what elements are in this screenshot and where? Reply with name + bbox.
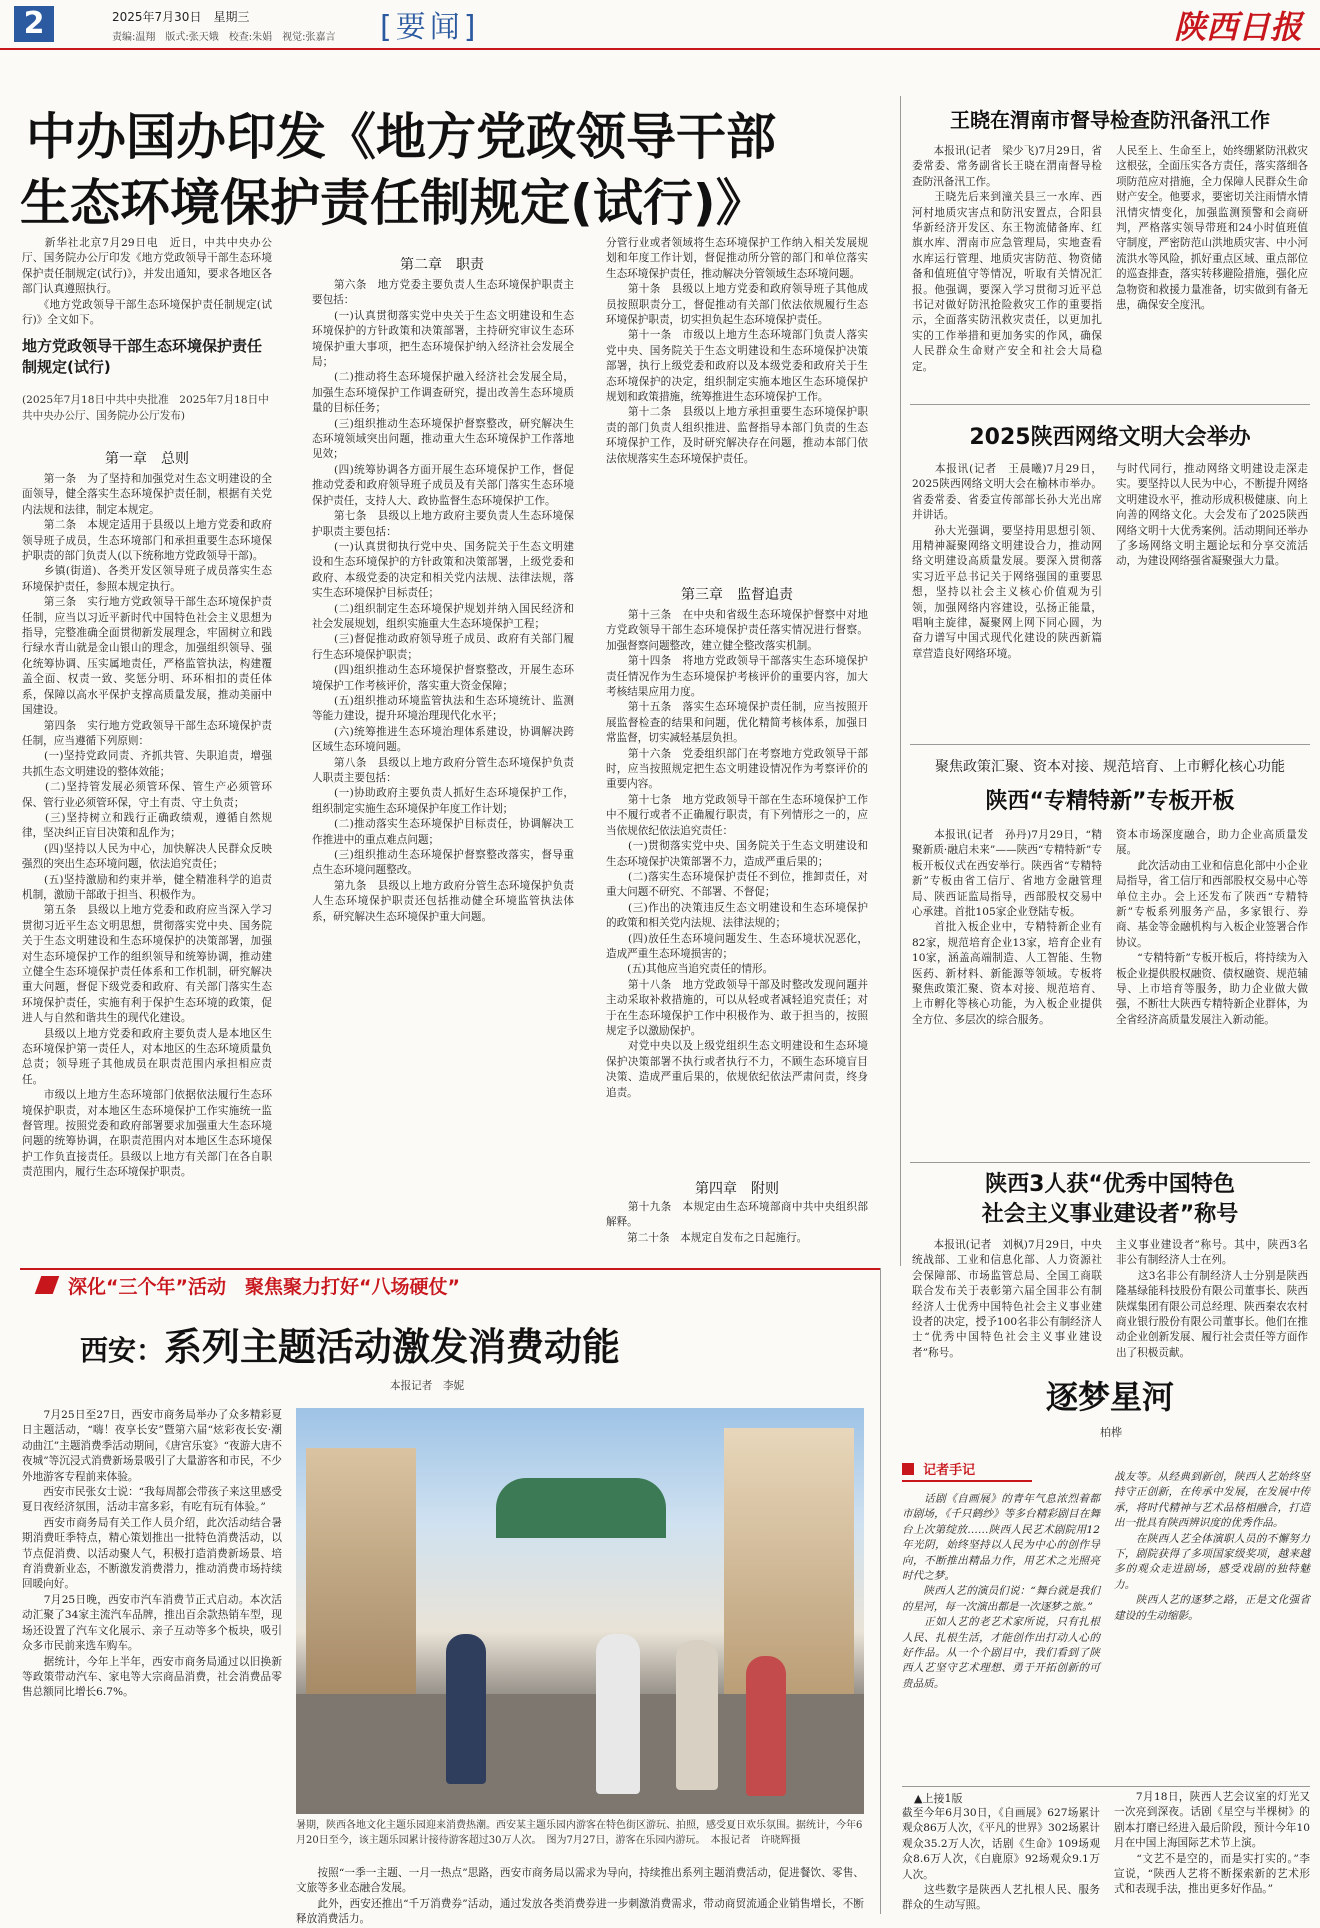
lead-doc-note: (2025年7月18日中共中央批准 2025年7月18日中共中央办公厅、国务院办公厅发布) <box>22 394 269 422</box>
flood-column-1: 本报讯(记者 梁少飞)7月29日，省委常委、常务副省长王晓在渭南督导检查防汛备汛工作。 王晓先后来到潼关县三一水库、西河村地质灾害点和防汛安置点，合阳县华新经济开发区、东王物流储备库、红旗水库、渭南市应急管理局，实地查看水库运行管理、地质灾害防范、物资储备和值班值守等情况，听取有关情况汇报。他强调，要深入学习贯彻习近平总书记对做好防汛抢险救灾工作的重要指示，全面落实防汛救灾责任，以更加扎实的工作举措和更加务实的作风，确保人民群众生命财产安全和社会大局稳定。 <box>912 145 1102 373</box>
dream-column-2: 战友等。从经典到新创，陕西人艺始终坚持守正创新，在传承中发展，在发展中传承，将时代精神与艺术品格相融合，打造出一批具有陕西辨识度的优秀作品。 在陕西人艺全体演职人员的不懈努力下，剧院获得了多项国家级奖项，越来越多的观众走进剧场，感受戏剧的独特魅力。 陕西人艺的逐梦之路，正是文化强省建设的生动缩影。 <box>1114 1471 1310 1622</box>
awards-title-line1: 陕西3人获“优秀中国特色 <box>985 1172 1235 1197</box>
xian-title <box>80 1316 840 1371</box>
awards-column-2: 主义事业建设者”称号。其中，陕西3名非公有制经济人士在列。 这3名非公有制经济人士分别是陕西隆基绿能科技股份有限公司董事长、陕西陕煤集团有限公司总经理、陕西秦农农村商业银行股份有限公司董事长。他们在推动企业创新发展、履行社会责任等方面作出了积极贡献。 <box>1116 1239 1308 1359</box>
specialized-kicker: 聚焦政策汇聚、资本对接、规范培育、上市孵化核心功能 <box>935 759 1285 775</box>
lead-title <box>20 104 900 236</box>
xian-banner <box>20 1268 880 1300</box>
lead-divider-v <box>900 96 901 1266</box>
specialized-title: 陕西“专精特新”专板开板 <box>985 789 1235 814</box>
section-name: 要闻 <box>395 10 464 45</box>
xian-title-main: 系列主题活动激发消费动能 <box>164 1325 621 1369</box>
dream-author: 柏桦 <box>1100 1426 1122 1439</box>
lead-column-1: 第一条 为了坚持和加强党对生态文明建设的全面领导，健全落实生态环境保护责任制，根据有关党内法规和法律，制定本规定。 第二条 本规定适用于县级以上地方党委和政府领导班子成员，生态环境部门和承担重要生态环境保护职责的部门负责人(以下统称地方党政领导干部)。 乡镇(街道)、各类开发区领导班子成员落实生态环境保护责任，参照本规定执行。 第三条 实行地方党政领导干部生态环境保护责任制，应当以习近平新时代中国特色社会主义思想为指导，完整准确全面贯彻新发展理念，牢固树立和践行绿水青山就是金山银山的理念，加强组织领导、强化统筹协调、压实属地责任，严格监管执法，构建覆盖全面、权责一致、奖惩分明、环环相扣的责任体系，保障以高水平保护支撑高质量发展，推动美丽中国建设。 第四条 实行地方党政领导干部生态环境保护责任制，应当遵循下列原则： (一)坚持党政同责、齐抓共管、失职追责，增强共抓生态文明建设的整体效能； (二)坚持管发展必须管环保、管生产必须管环保、管行业必须管环保，守土有责、守土负责； (三)坚持树立和践行正确政绩观，遵循自然规律，坚决纠正盲目决策和乱作为； (四)坚持以人民为中心，加快解决人民群众反映强烈的突出生态环境问题，依法追究责任； (五)坚持激励和约束并举，健全精准科学的追责机制，激励干部敢于担当、积极作为。 第五条 县级以上地方党委和政府应当深入学习贯彻习近平生态文明思想，贯彻落实党中央、国务院关于生态文明建设和生态环境保护的决策部署，加强对生态环境保护工作的组织领导和统筹协调，推动建立健全生态环境保护责任体系和工作机制，研究解决重大问题，督促下级党委和政府、有关部门落实生态环境保护责任，实施有利于保护生态环境的政策，促进人与自然和谐共生的现代化建设。 县级以上地方党委和政府主要负责人是本地区生态环境保护第一责任人，对本地区的生态环境质量负总责；领导班子其他成员在职责范围内承担相应责任。 市级以上地方生态环境部门依据依法履行生态环境保护职责，对本地区生态环境保护工作实施统一监督管理。按照党委和政府部署要求加强重大生态环境问题的统筹协调，在职责范围内对本地区生态环境保护工作负直接责任。县级以上地方有关部门在各自职责范围内，履行生态环境保护职责。 <box>22 473 272 1179</box>
editor-line: 责编:温翔 版式:张天娥 校查:朱娟 视觉:张嘉言 <box>112 32 336 43</box>
photo-sign <box>496 1478 666 1538</box>
xian-banner-text: 深化“三个年”活动 聚焦聚力打好“八场硬仗” <box>68 1276 460 1298</box>
chapter3-heading: 第三章 监督追责 <box>681 587 793 603</box>
section-title: [要闻] <box>380 10 480 45</box>
page-number: 2 <box>23 6 45 41</box>
awards-title <box>910 1170 1310 1230</box>
chapter2-heading: 第二章 职责 <box>400 257 484 273</box>
lead-title-line1: 中办国办印发《地方党政领导干部 <box>26 108 776 166</box>
flood-divider <box>910 404 1310 405</box>
internet-title: 2025陕西网络文明大会举办 <box>969 425 1251 450</box>
photo-person-4 <box>746 1656 786 1796</box>
awards-column-1: 本报讯(记者 刘枫)7月29日，中央统战部、工业和信息化部、人力资源社会保障部、市场监管总局、全国工商联联合发布关于表彰第六届全国非公有制经济人士优秀中国特色社会主义事业建设者的决定，授予100名非公有制经济人士“优秀中国特色社会主义事业建设者”称号。 <box>912 1239 1102 1359</box>
page-number-badge <box>14 6 54 42</box>
awards-title-line2: 社会主义事业建设者”称号 <box>981 1202 1239 1227</box>
dream-label-icon <box>902 1463 914 1475</box>
dream-label-text: 记者手记 <box>923 1463 976 1478</box>
specialized-column-1: 本报讯(记者 孙丹)7月29日，“精聚新质·融启未来”——陕西“专精特新”专板开板仪式在西安举行。陕西省“专精特新”专板由省工信厅、省地方金融管理局、陕西证监局指导，西部股权交易中心承建。首批105家企业登陆专板。 首批入板企业中，专精特新企业有82家，规范培育企业13家，培育企业有10家，涵盖高端制造、人工智能、生物医药、新材料、新能源等领域。专板将聚焦政策汇聚、资本对接、规范培育、上市孵化等核心功能，为入板企业提供全方位、多层次的综合服务。 <box>912 829 1102 1026</box>
specialized-divider <box>910 1162 1310 1163</box>
bottom-divider-v <box>880 1268 881 1914</box>
internet-column-1: 本报讯(记者 王晨曦)7月29日，2025陕西网络文明大会在榆林市举办。省委常委、省委宣传部部长孙大光出席并讲话。 孙大光强调，要坚持用思想引领、用精神凝聚网络文明建设合力，推动网络文明建设高质量发展。要深入贯彻落实习近平总书记关于网络强国的重要思想，坚持以社会主义核心价值观为引领，加强网络内容建设，弘扬正能量，唱响主旋律，凝聚网上网下同心圆，为奋力谱写中国式现代化建设的陕西新篇章营造良好网络环境。 <box>912 463 1102 660</box>
flood-title: 王晓在渭南市督导检查防汛备汛工作 <box>950 108 1270 132</box>
lead-column-3c: 第十九条 本规定由生态环境部商中共中央组织部解释。 第二十条 本规定自发布之日起施行。 <box>606 1201 868 1244</box>
photo-castle-left <box>306 1448 416 1708</box>
lead-column-3b: 第十三条 在中央和省级生态环境保护督察中对地方党政领导干部生态环境保护责任落实情况进行督察。加强督察问题整改，建立健全整改落实机制。 第十四条 将地方党政领导干部落实生态环境保护责任情况作为生态环境保护考核评价的重要内容，加大考核结果应用力度。 第十五条 落实生态环境保护责任制，应当按照开展监督检查的结果和问题，优化精简考核体系，加强日常监督，切实减轻基层负担。 第十六条 党委组织部门在考察地方党政领导干部时，应当按照规定把生态文明建设情况作为考察评价的重要内容。 第十七条 地方党政领导干部在生态环境保护工作中不履行或者不正确履行职责，有下列情形之一的，应当依规依纪依法追究责任： (一)贯彻落实党中央、国务院关于生态文明建设和生态环境保护决策部署不力，造成严重后果的； (二)落实生态环境保护责任不到位，推卸责任，对重大问题不研究、不部署、不督促； (三)作出的决策违反生态文明建设和生态环境保护的政策和相关党内法规、法律法规的； (四)放任生态环境问题发生、生态环境状况恶化，造成严重生态环境损害的； (五)其他应当追究责任的情形。 第十八条 地方党政领导干部及时整改发现问题并主动采取补救措施的，可以从轻或者减轻追究责任；对于在生态环境保护工作中积极作为、敢于担当的，按照规定予以激励保护。 对党中央以及上级党组织生态文明建设和生态环境保护决策部署不执行或者执行不力，不顾生态环境盲目决策、造成严重后果的，依规依纪依法严肃问责，终身追责。 <box>606 609 868 1099</box>
date-line: 2025年7月30日 星期三 <box>112 10 250 24</box>
chapter1-heading: 第一章 总则 <box>105 451 189 467</box>
dream-column-1: 话剧《自画展》的青年气息浓烈着都市剧场，《千只鹤纱》等多台精彩剧目在舞台上次第绽放……陕西人民艺术剧院用12年光阴，始终坚持以人民为中心的创作导向，不断推出精品力作，用艺术之光照亮时代之梦。 陕西人艺的演员们说：“舞台就是我们的星河，每一次演出都是一次逐梦之旅。” 正如人艺的老艺术家所说，只有扎根人民、扎根生活，才能创作出打动人心的好作品。从一个个剧目中，我们看到了陕西人艺坚守艺术理想、勇于开拓创新的可贵品质。 <box>902 1493 1100 1690</box>
masthead-logo: 陕西日报 <box>1173 8 1302 46</box>
xian-title-prefix: 西安： <box>80 1334 165 1367</box>
dream-box-column-1: 截至今年6月30日，《自画展》627场累计观众86万人次，《平凡的世界》302场累计观众35.2万人次，话剧《生命》109场观众8.6万人次，《白鹿原》92场观众9.1万人次。 这些数字是陕西人艺扎根人民、服务群众的生动写照。 <box>902 1807 1100 1912</box>
photo-person-3 <box>676 1640 718 1790</box>
lead-doc-title: 地方党政领导干部生态环境保护责任制规定(试行) <box>22 337 263 376</box>
dream-box-column-2: 7月18日，陕西人艺会议室的灯光又一次亮到深夜。话剧《星空与半棵树》的剧本打磨已经进入最后阶段，预计今年10月在中国上海国际艺术节上演。 “文艺不是空的，而是实打实的。”李宣说，“陕西人艺将不断探索新的艺术形式和表现手法，推出更多好作品。” <box>1114 1791 1310 1896</box>
lead-column-2: 第六条 地方党委主要负责人生态环境保护职责主要包括： (一)认真贯彻落实党中央关于生态文明建设和生态环境保护的方针政策和决策部署，主持研究审议生态环境保护重大事项，把生态环境保护纳入经济社会发展全局； (二)推动将生态环境保护融入经济社会发展全局，加强生态环境保护工作调查研究，提出改善生态环境质量的目标任务； (三)组织推动生态环境保护督察整改，研究解决生态环境领域突出问题，推动重大生态环境保护工作落地见效； (四)统筹协调各方面开展生态环境保护工作，督促推动党委和政府领导班子成员及有关部门落实生态环境保护责任，支持人大、政协监督生态环境保护工作。 第七条 县级以上地方政府主要负责人生态环境保护职责主要包括： (一)认真贯彻执行党中央、国务院关于生态文明建设和生态环境保护的方针政策和决策部署，上级党委和政府、本级党委的决定和相关党内法规、法律法规，落实生态环境保护目标责任； (二)组织制定生态环境保护规划并纳入国民经济和社会发展规划，组织实施重大生态环境保护工程； (三)督促推动政府领导班子成员、政府有关部门履行生态环境保护职责； (四)组织推动生态环境保护督察整改，开展生态环境保护工作考核评价，落实重大资金保障； (五)组织推动环境监管执法和生态环境统计、监测等能力建设，提升环境治理现代化水平； (六)统筹推进生态环境治理体系建设，协调解决跨区域生态环境问题。 第八条 县级以上地方政府分管生态环境保护负责人职责主要包括： (一)协助政府主要负责人抓好生态环境保护工作，组织制定实施生态环境保护年度工作计划； (二)推动落实生态环境保护目标责任，协调解决工作推进中的重点难点问题； (三)组织推动生态环境保护督察整改落实，督导重点生态环境问题整改。 第九条 县级以上地方政府分管生态环境保护负责人生态环境保护职责还包括推动健全环境监管执法体系，研究解决生态环境保护重大问题。 <box>312 279 574 923</box>
photo-person-2 <box>596 1634 640 1794</box>
banner-ribbon-icon <box>35 1276 60 1294</box>
photo-castle-right <box>724 1428 854 1708</box>
dream-box-head: ▲上接1版 <box>914 1792 963 1805</box>
theme-park-photo <box>296 1408 864 1814</box>
photo-caption: 暑期，陕西各地文化主题乐园迎来消费热潮。西安某主题乐园内游客在特色街区游玩、拍照，感受夏日欢乐氛围。据统计，今年6月20日至今，该主题乐园累计接待游客超过30万人次。 图为7月27日，游客在乐园内游玩。 本报记者 许晓辉摄 <box>296 1820 863 1846</box>
lead-title-line2: 生态环境保护责任制规定(试行)》 <box>20 174 766 232</box>
internet-column-2: 与时代同行，推动网络文明建设走深走实。要坚持以人民为中心，不断提升网络文明建设水平，推动形成积极健康、向上向善的网络文化。大会发布了2025陕西网络文明十大优秀案例。活动期间还举办了多场网络文明主题论坛和分享交流活动，为建设网络强省凝聚强大力量。 <box>1116 463 1308 568</box>
specialized-column-2: 资本市场深度融合，助力企业高质量发展。 此次活动由工业和信息化部中小企业局指导，省工信厅和西部股权交易中心等单位主办。会上还发布了陕西“专精特新”专板系列服务产品，多家银行、券商、基金等金融机构与入板企业签署合作协议。 “专精特新”专板开板后，将持续为入板企业提供股权融资、债权融资、规范辅导、上市培育等服务，助力企业做大做强，不断壮大陕西专精特新企业群体，为全省经济高质量发展注入新动能。 <box>1116 829 1308 1026</box>
flood-column-2: 人民至上、生命至上，始终绷紧防汛救灾这根弦，全面压实各方责任，落实落细各项防范应对措施，全力保障人民群众生命财产安全。他要求，要密切关注雨情水情汛情灾情变化，加强监测预警和会商研判，严格落实领导带班和24小时值班值守制度，严密防范山洪地质灾害、中小河流洪水等风险，抓好重点区域、重点部位的巡查排查，落实转移避险措施，强化应急物资和救援力量准备，切实做到有备无患，确保安全度汛。 <box>1116 145 1308 312</box>
xian-column-3: 按照“一季一主题、一月一热点”思路，西安市商务局以需求为导向，持续推出系列主题消费活动，促进餐饮、零售、文旅等多业态融合发展。 此外，西安还推出“千万消费券”活动，通过发放各类消费券进一步刺激消费需求，带动商贸流通企业销售增长，不断释放消费活力。 <box>296 1867 864 1926</box>
dream-box-rule <box>902 1786 1310 1787</box>
xian-byline: 本报记者 李妮 <box>390 1380 465 1392</box>
chapter4-heading: 第四章 附则 <box>695 1181 779 1197</box>
lead-intro: 新华社北京7月29日电 近日，中共中央办公厅、国务院办公厅印发《地方党政领导干部生态环境保护责任制规定(试行)》，并发出通知，要求各地区各部门认真遵照执行。 《地方党政领导干部生态环境保护责任制规定(试行)》全文如下。 <box>22 237 272 327</box>
lead-column-3: 分管行业或者领域将生态环境保护工作纳入相关发展规划和年度工作计划，督促推动所分管的部门和单位落实生态环境保护责任，推动解决分管领域生态环境问题。 第十条 县级以上地方党委和政府领导班子其他成员按照职责分工，督促推动有关部门依法依规履行生态环境保护职责，切实担负起生态环境保护责任。 第十一条 市级以上地方生态环境部门负责人落实党中央、国务院关于生态文明建设和生态环境保护决策部署，执行上级党委和政府以及本级党委和政府关于生态环境保护的决定，组织制定实施本地区生态环境保护规划和政策措施，统筹推进生态环境保护工作。 第十二条 县级以上地方承担重要生态环境保护职责的部门负责人组织推进、监督指导本部门负责的生态环境保护工作，及时研究解决存在问题，推动本部门依法依规落实生态环境保护责任。 <box>606 237 868 465</box>
xian-column-1: 7月25日至27日，西安市商务局举办了众多精彩夏日主题活动，“嗨！夜享长安”暨第六届“炫彩夜长安·潮动曲江”主题消费季活动期间，《唐宫乐宴》“夜游大唐不夜城”等沉浸式消费新场景吸引了大量游客和市民，不少外地游客专程前来体验。 西安市民张女士说：“我每周都会带孩子来这里感受夏日夜经济氛围，活动丰富多彩，有吃有玩有体验。” 西安市商务局有关工作人员介绍，此次活动结合暑期消费旺季特点，精心策划推出一批特色消费活动，以节点促消费、以活动聚人气，积极打造消费新场景、培育消费新业态，不断激发消费潜力，推动消费市场持续回暖向好。 7月25日晚，西安市汽车消费节正式启动。本次活动汇聚了34家主流汽车品牌，推出百余款热销车型，现场还设置了汽车文化展示、亲子互动等多个板块，吸引众多市民前来选车购车。 据统计，今年上半年，西安市商务局通过以旧换新等政策带动汽车、家电等大宗商品消费，社会消费品零售总额同比增长6.7%。 <box>22 1409 282 1699</box>
dream-title: 逐梦星河 <box>1045 1378 1174 1416</box>
dream-label <box>902 1458 1032 1482</box>
internet-divider <box>910 744 1310 745</box>
header-rule <box>0 48 1320 50</box>
photo-person-1 <box>446 1634 486 1784</box>
